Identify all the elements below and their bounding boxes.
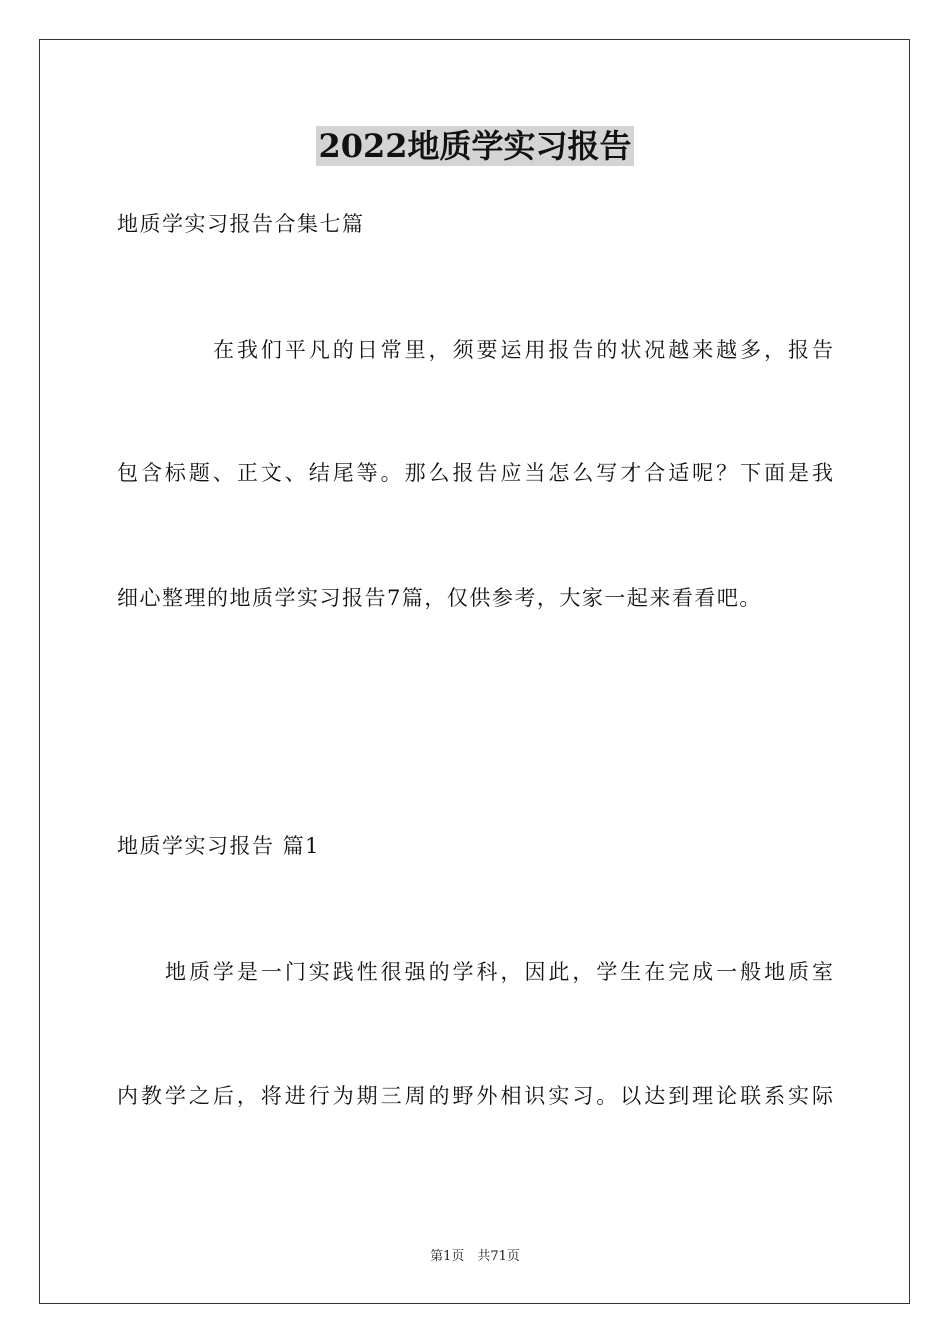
section-line-2: 内教学之后，将进行为期三周的野外相识实习。以达到理论联系实际 xyxy=(117,1084,833,1108)
section-line-1: 地质学是一门实践性很强的学科，因此，学生在完成一般地质室 xyxy=(165,960,833,984)
intro-line-1: 在我们平凡的日常里，须要运用报告的状况越来越多，报告 xyxy=(213,338,833,362)
title-container xyxy=(0,126,950,166)
intro-line-2: 包含标题、正文、结尾等。那么报告应当怎么写才合适呢？下面是我 xyxy=(117,461,833,485)
intro-line-3: 细心整理的地质学实习报告7篇，仅供参考，大家一起来看看吧。 xyxy=(117,586,762,610)
document-title: 2022地质学实习报告 xyxy=(318,127,632,165)
section-heading: 地质学实习报告 篇1 xyxy=(117,834,321,858)
page-footer: 第1页 共71页 xyxy=(430,1249,520,1264)
document-subtitle: 地质学实习报告合集七篇 xyxy=(117,212,365,236)
